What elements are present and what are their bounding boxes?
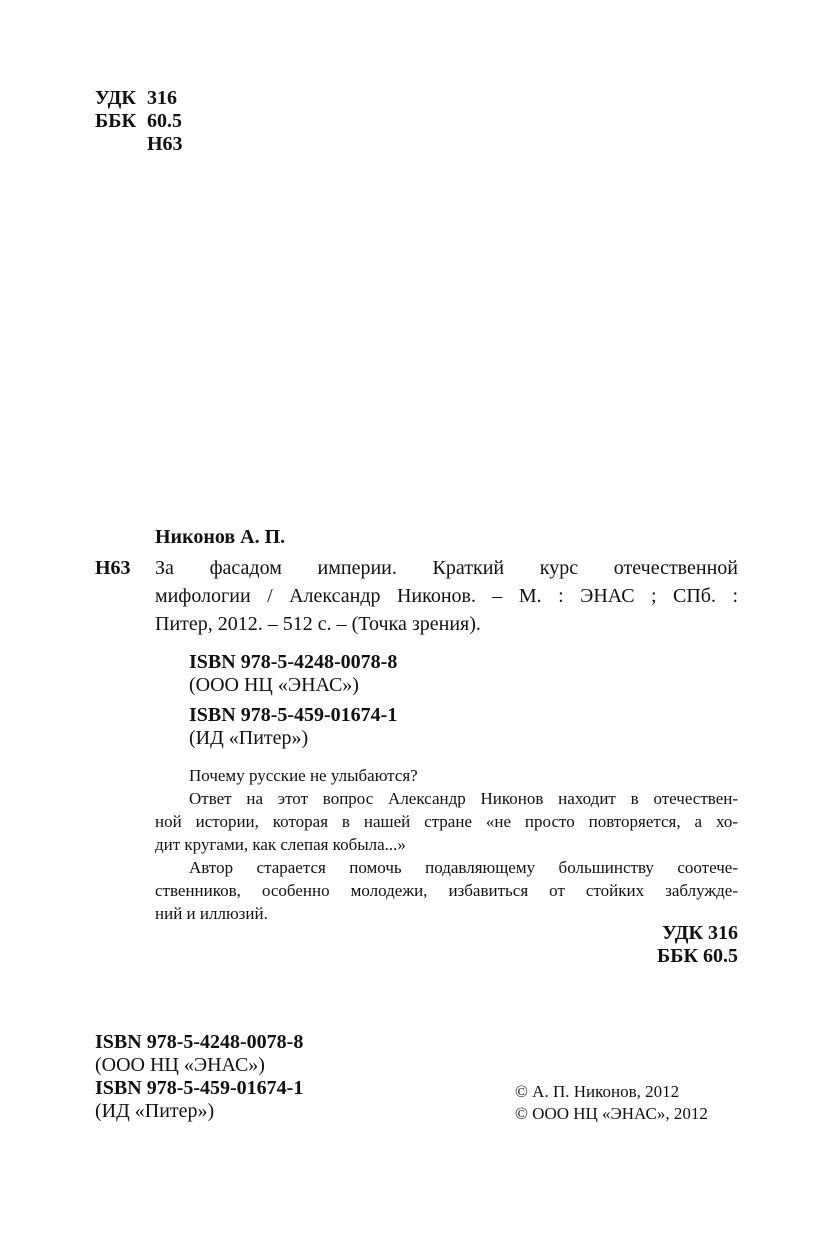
annotation-line-2: Ответ на этот вопрос Александр Никонов находит в отечествен-: [189, 789, 738, 808]
footer-isbn-2-publisher: (ИД «Питер»): [95, 1100, 215, 1122]
copyright-author: © А. П. Никонов, 2012: [515, 1082, 680, 1101]
footer-isbn-1-publisher: (ООО НЦ «ЭНАС»): [95, 1054, 265, 1076]
footer-isbn-1: ISBN 978-5-4248-0078-8: [95, 1031, 304, 1053]
udk-code-top: [95, 87, 177, 110]
annotation-line-1: Почему русские не улыбаются?: [189, 766, 418, 785]
entry-title-line-1: За фасадом империи. Краткий курс отечественной: [155, 557, 738, 579]
entry-isbn-2: ISBN 978-5-459-01674-1: [189, 704, 398, 726]
copyright-publisher: © ООО НЦ «ЭНАС», 2012: [515, 1104, 708, 1123]
entry-author-mark: Н63: [95, 557, 131, 579]
annotation-line-5: Автор старается помочь подавляющему большинству соотече-: [189, 858, 738, 877]
entry-isbn-1: ISBN 978-5-4248-0078-8: [189, 651, 398, 673]
annotation-line-7: ний и иллюзий.: [155, 904, 268, 923]
bbk-label: ББК: [95, 110, 136, 132]
entry-isbn-2-publisher: (ИД «Питер»): [189, 727, 309, 749]
entry-isbn-1-publisher: (ООО НЦ «ЭНАС»): [189, 674, 359, 696]
annotation-line-3: ной истории, которая в нашей стране «не просто повторяется, а хо-: [155, 812, 738, 831]
annotation-line-6: ственников, особенно молодежи, избавиться от стойких заблужде-: [155, 881, 738, 900]
udk-code-bottom: УДК 316: [662, 922, 738, 944]
bbk-code-bottom: ББК 60.5: [657, 945, 738, 967]
footer-isbn-2: ISBN 978-5-459-01674-1: [95, 1077, 304, 1099]
entry-author: Никонов А. П.: [155, 526, 286, 548]
author-mark-top: Н63: [147, 133, 183, 155]
entry-title-line-2: мифологии / Александр Никонов. – М. : ЭНАС ; СПб. :: [155, 585, 738, 607]
entry-title-line-3: Питер, 2012. – 512 с. – (Точка зрения).: [155, 613, 481, 635]
bbk-code-top: [95, 110, 182, 133]
bbk-value: 60.5: [147, 110, 182, 132]
udk-value: 316: [147, 87, 177, 109]
udk-label: УДК: [95, 87, 136, 109]
annotation-line-4: дит кругами, как слепая кобыла...»: [155, 835, 406, 854]
